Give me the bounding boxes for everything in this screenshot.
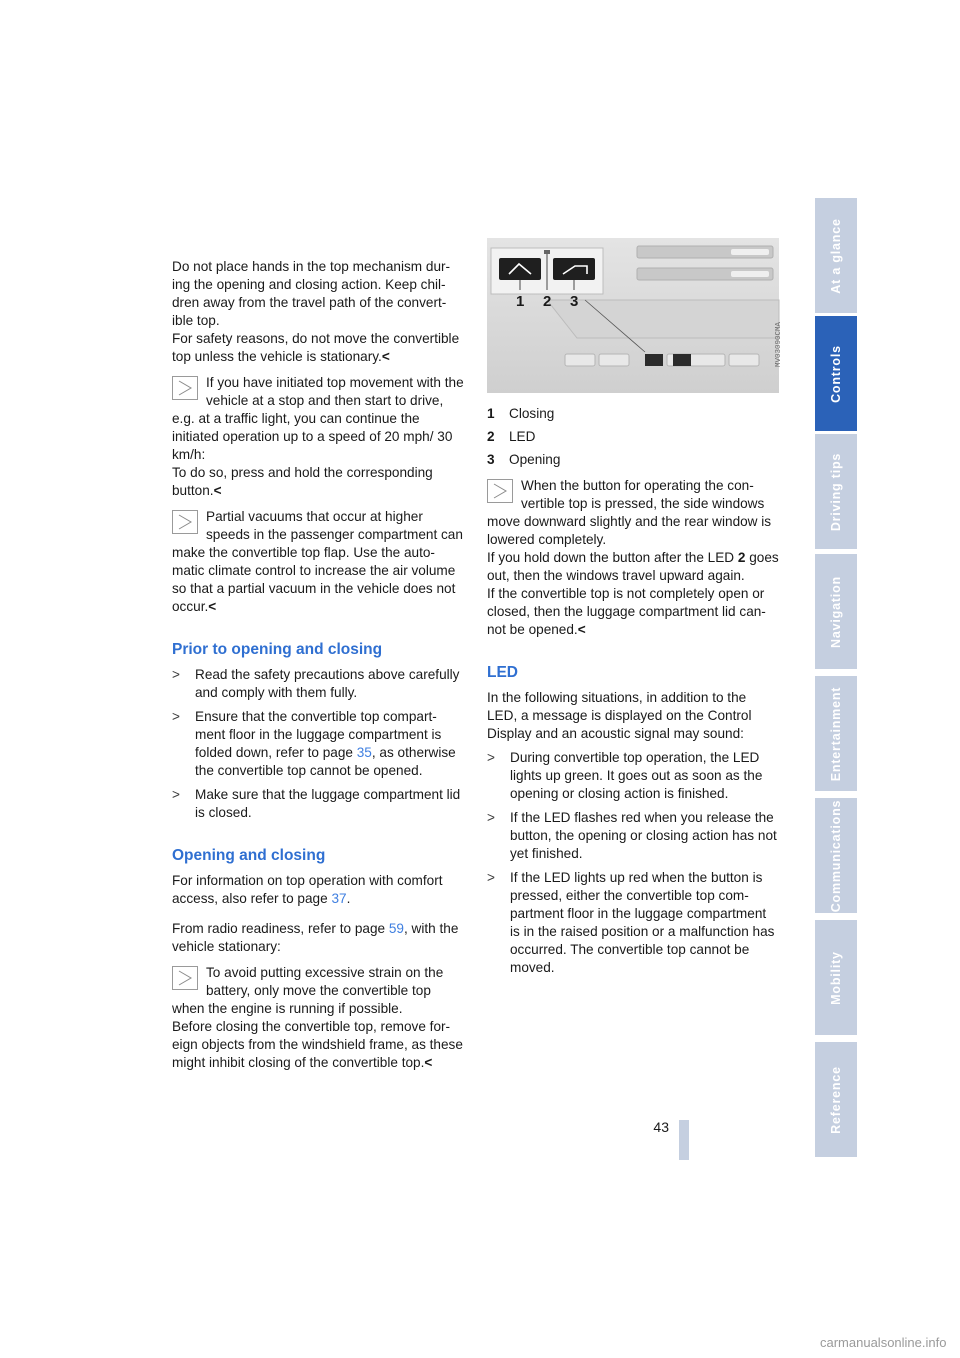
list-item: > During convertible top operation, the LED lights up green. It goes out as soon as the opening or closing action is finished. xyxy=(487,750,763,801)
figure-callout-2: 2 xyxy=(543,293,552,310)
list-item: > If the LED lights up red when the button is pressed, either the convertible top com-partment floor in the luggage compartment is in the raised position or a malfunction has occurred. The convertible top cannot be moved. xyxy=(487,870,775,975)
figure-callout-3: 3 xyxy=(570,293,579,310)
section-tabs xyxy=(815,198,857,1160)
page-number-bar xyxy=(679,1120,689,1160)
tab-at-a-glance[interactable]: At a glance xyxy=(815,198,857,316)
figure-code: MV03090CMA xyxy=(775,322,783,368)
legend-row: 2 LED xyxy=(487,429,536,444)
heading-prior-opening: Prior to opening and closing xyxy=(172,641,383,658)
tab-mobility[interactable]: Mobility xyxy=(815,920,857,1038)
legend-row: 3 Opening xyxy=(487,452,561,467)
tab-driving-tips[interactable]: Driving tips xyxy=(815,434,857,552)
tab-navigation[interactable]: Navigation xyxy=(815,554,857,672)
note-side-windows: When the button for operating the con-vertible top is pressed, the side windows move downward slightly and the rear window is lowered completely. If you hold down the button after the LED 2 goes out, then the windows travel upward again. If the convertible top is not completely open or closed, then the luggage compartment lid can-not be opened.< xyxy=(487,478,779,637)
legend-row: 1 Closing xyxy=(487,406,555,421)
note-moving-start: If you have initiated top movement with the vehicle at a stop and then start to drive, e.g. at a traffic light, you can continue the initiated operation up to a speed of 20 mph/ 30 km/h: To do so, press and hold the corresponding button.< xyxy=(172,375,464,498)
note-partial-vacuum: Partial vacuums that occur at higher speeds in the passenger compartment can make the convertible top flap. Use the auto-matic climate control to increase the air volume so that a partial vacuum in the vehicle does not occur.< xyxy=(172,509,463,614)
led-intro-paragraph: In the following situations, in addition to the LED, a message is displayed on the Control Display and an acoustic signal may sound: xyxy=(487,690,752,741)
comfort-access-paragraph: For information on top operation with comfort access, also refer to page 37. xyxy=(172,873,443,906)
tab-communications[interactable]: Communications xyxy=(815,798,857,916)
figure-legend xyxy=(487,405,779,469)
radio-readiness-paragraph: From radio readiness, refer to page 59, with the vehicle stationary: xyxy=(172,921,459,954)
convertible-top-switch-figure xyxy=(487,238,783,393)
right-column xyxy=(487,238,783,977)
heading-opening-closing: Opening and closing xyxy=(172,847,326,864)
figure-callout-1: 1 xyxy=(516,293,525,310)
tab-entertainment[interactable]: Entertainment xyxy=(815,676,857,794)
note-battery: To avoid putting excessive strain on the battery, only move the convertible top when the engine is running if possible. Before closing the convertible top, remove for-eign objects from the windshield frame, as these might inhibit closing of the convertible top.< xyxy=(172,965,463,1070)
list-item: > If the LED flashes red when you release the button, the opening or closing action has not yet finished. xyxy=(487,810,777,861)
note-arrow-icon xyxy=(172,510,198,534)
list-item: > Make sure that the luggage compartment lid is closed. xyxy=(172,787,461,820)
page-link-37[interactable]: 37 xyxy=(331,891,347,906)
heading-led: LED xyxy=(487,664,518,681)
page-link-35[interactable]: 35 xyxy=(356,745,372,760)
note-arrow-icon xyxy=(172,966,198,990)
watermark: carmanualsonline.info xyxy=(820,1335,947,1350)
switch-illustration xyxy=(487,238,779,393)
page-link-59[interactable]: 59 xyxy=(388,921,404,936)
safety-paragraph: For safety reasons, do not move the convertible top unless the vehicle is stationary.< xyxy=(172,331,460,364)
tab-reference[interactable]: Reference xyxy=(815,1042,857,1160)
led-bullet-list xyxy=(487,749,779,977)
list-item: > Read the safety precautions above carefully and comply with them fully. xyxy=(172,667,460,700)
warning-paragraph: Do not place hands in the top mechanism dur-ing the opening and closing action. Keep chil-dren away from the travel path of the convert-ible top. xyxy=(172,259,451,328)
list-item: > Ensure that the convertible top compart-ment floor in the luggage compartment is folded down, refer to page 35, as otherwise the convertible top cannot be opened. xyxy=(172,709,456,778)
note-arrow-icon xyxy=(487,479,513,503)
left-column xyxy=(172,258,464,1072)
note-arrow-icon xyxy=(172,376,198,400)
tab-controls[interactable]: Controls xyxy=(815,316,857,434)
page-number: 43 xyxy=(653,1119,669,1135)
prior-bullet-list xyxy=(172,666,464,822)
